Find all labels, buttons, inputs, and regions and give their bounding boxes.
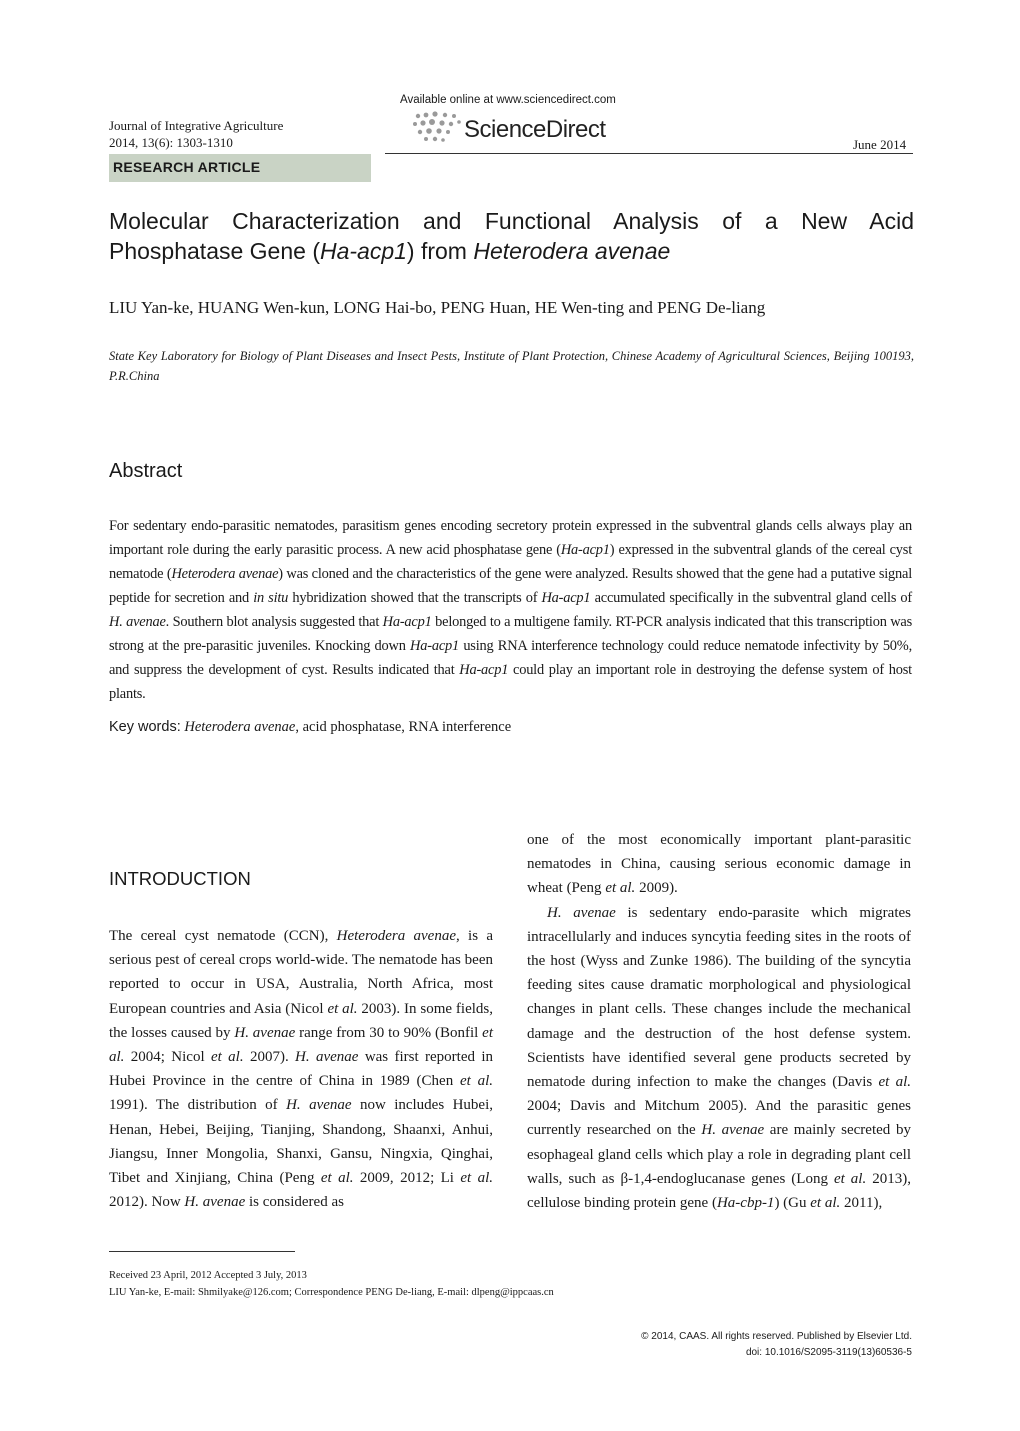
article-type-banner (109, 154, 371, 182)
italic-text: et al. (109, 1024, 493, 1066)
italic-text: H. avenae (701, 1122, 765, 1139)
received-accepted-dates: Received 23 April, 2012 Accepted 3 July, 2013 (109, 1270, 307, 1281)
italic-text: et al. (878, 1074, 912, 1091)
title-species: Heterodera avenae (473, 238, 671, 264)
italic-text: Ha-acp1 (459, 662, 509, 678)
italic-text: Heterodera avenae (184, 719, 296, 735)
title-part: ) from (406, 238, 474, 264)
italic-text: H. avenae (234, 1024, 296, 1041)
italic-text: in situ (253, 590, 289, 606)
footnote-divider (109, 1251, 295, 1252)
introduction-heading: INTRODUCTION (109, 868, 251, 889)
text-run: accumulated specifically in the subventral gland cells of (590, 590, 912, 606)
italic-text: et al. (605, 880, 636, 897)
text-run: using RNA interference technology could reduce nematode infectivity by 50%, and suppress the development of cyst. Results indicated that (109, 638, 912, 678)
text-run: ) was cloned and the characteristics of the gene were analyzed. Results showed that the gene had a putative signal peptide for secretion and (109, 566, 912, 606)
text-run: hybridization showed that the transcripts of (288, 590, 542, 606)
italic-text: H. avenae (109, 614, 166, 630)
text-run: , acid phosphatase, RNA interference (295, 719, 512, 735)
text-run: 2003). In some fields, the losses caused by (109, 1000, 493, 1041)
text-run: belonged to a multigene family. RT-PCR analysis indicated that this transcription was strong at the pre-parasitic juveniles. Knocking down (109, 614, 912, 654)
footnotes (109, 1267, 554, 1301)
italic-text: et al. (833, 1170, 867, 1187)
journal-info (109, 117, 283, 151)
text-run: 2012). Now (109, 1194, 185, 1211)
italic-text: et al. (210, 1049, 244, 1066)
article-title (109, 206, 914, 266)
italic-text: Ha-acp1 (382, 614, 432, 630)
text-run: 2004; Davis and Mitchum 2005). And the parasitic genes currently researched on the (527, 1098, 911, 1139)
text-run: ) expressed in the subventral glands of the cereal cyst nematode ( (109, 542, 912, 582)
text-run: now includes Hubei, Henan, Hebei, Beijing, Tianjing, Shandong, Shaanxi, Anhui, Jiangsu, Inner Mongolia, Shanxi, Gansu, Ningxia, Qinghai, Tibet and Xinjiang, China (Peng (109, 1097, 493, 1187)
text-run: 2009). (635, 880, 678, 897)
italic-text: et al. (327, 1000, 358, 1017)
text-run: one of the most economically important plant-parasitic nematodes in China, causing serious economic damage in wheat (Peng (527, 832, 911, 897)
copyright-notice: © 2014, CAAS. All rights reserved. Published by Elsevier Ltd. (641, 1331, 912, 1342)
intro-left-column (109, 924, 493, 1214)
journal-name: Journal of Integrative Agriculture (109, 118, 284, 133)
italic-text: et al. (810, 1195, 841, 1212)
italic-text: Ha-acp1 (410, 638, 460, 654)
sciencedirect-wordmark: ScienceDirect (464, 116, 606, 143)
italic-text: et al. (320, 1170, 354, 1187)
title-gene: Ha-acp1 (319, 238, 407, 264)
italic-text: H. avenae (184, 1194, 246, 1211)
doi: doi: 10.1016/S2095-3119(13)60536-5 (745, 1347, 912, 1358)
italic-text: H. avenae (547, 904, 616, 921)
paragraph (527, 901, 911, 1216)
italic-text: Ha-acp1 (541, 590, 591, 606)
text-run: is sedentary endo-parasite which migrates intracellularly and induces syncytia feeding sites in the roots of the host (Wyss and Zunke 1986). The building of the syncytia feeding sites cause dramatic morphological and physiological changes in plant cells. These changes include the mechanical damage and the destruction of the host defense system. Scientists have identified several gene products secreted by nematode during infection to make the changes (Davis (527, 904, 911, 1091)
italic-text: et al. (460, 1170, 494, 1187)
italic-text: Ha-acp1 (560, 542, 610, 558)
italic-text: H. avenae (295, 1049, 359, 1066)
article-type-label: RESEARCH ARTICLE (113, 159, 261, 175)
text-run: 2004; Nicol (124, 1049, 211, 1066)
text-run: 1991). The distribution of (109, 1097, 287, 1114)
italic-text: H. avenae (286, 1097, 352, 1114)
author-contacts: LIU Yan-ke, E-mail: Shmilyake@126.com; Correspondence PENG De-liang, E-mail: dlpeng@ippcaas.cn (109, 1287, 554, 1298)
text-run: . Southern blot analysis suggested that (165, 614, 383, 630)
issue-date: June 2014 (853, 137, 907, 152)
text-run: 2011), (840, 1195, 883, 1212)
text-run: ) (Gu (774, 1195, 811, 1212)
text-run: is considered as (245, 1194, 344, 1211)
paragraph (109, 924, 493, 1214)
abstract-heading: Abstract (109, 460, 183, 482)
italic-text: Ha-cbp-1 (716, 1195, 775, 1212)
header-divider (385, 153, 913, 154)
text-run: 2013), cellulose binding protein gene ( (527, 1170, 911, 1212)
paragraph (527, 828, 911, 901)
italic-text: Heterodera avenae (336, 928, 456, 944)
keywords (109, 719, 511, 736)
text-run: could play an important role in destroying the defense system of host plants. (109, 662, 912, 702)
intro-right-column (527, 828, 911, 1215)
text-run: are mainly secreted by esophageal gland cells which play a role in degrading plant cell walls, such as β-1,4-endoglucanase genes (Long (527, 1122, 911, 1187)
text-run: 2009, 2012; Li (353, 1170, 461, 1187)
journal-citation: 2014, 13(6): 1303-1310 (109, 135, 233, 150)
italic-text: Heterodera avenae (171, 566, 279, 582)
keywords-label: Key words: (109, 719, 181, 735)
text-run: For sedentary endo-parasitic nematodes, parasitism genes encoding secretory protein expressed in the subventral glands cells always play an important role during the early parasitic process. A new acid phosphatase gene ( (109, 518, 912, 558)
text-run: was first reported in Hubei Province in the centre of China in 1989 (Chen (109, 1049, 494, 1090)
text-run: range from 30 to 90% (Bonfil (295, 1024, 483, 1041)
keywords-list (181, 719, 511, 735)
text-run: , is a serious pest of cereal crops world-wide. The nematode has been reported to occur in USA, Australia, North Africa, most European countries and Asia (Nicol (109, 928, 493, 1017)
sciencedirect-dots-icon (412, 110, 464, 146)
affiliation: State Key Laboratory for Biology of Plant Diseases and Insect Pests, Institute of Plant Protection, Chinese Academy of Agricultural Sciences, Beijing 100193, P.R.China (109, 349, 914, 383)
text-run: The cereal cyst nematode (CCN), (109, 928, 337, 944)
copyright-block (520, 1329, 912, 1361)
author-list: LIU Yan-ke, HUANG Wen-kun, LONG Hai-bo, PENG Huan, HE Wen-ting and PENG De-liang (109, 298, 766, 317)
abstract-body (109, 514, 912, 706)
available-online-text: Available online at www.sciencedirect.com (400, 94, 616, 106)
title-part: Molecular Characterization and Functional Analysis of a New Acid Phosphatase Gene ( (109, 208, 914, 264)
italic-text: et al. (459, 1073, 493, 1090)
text-run: 2007). (243, 1049, 296, 1066)
